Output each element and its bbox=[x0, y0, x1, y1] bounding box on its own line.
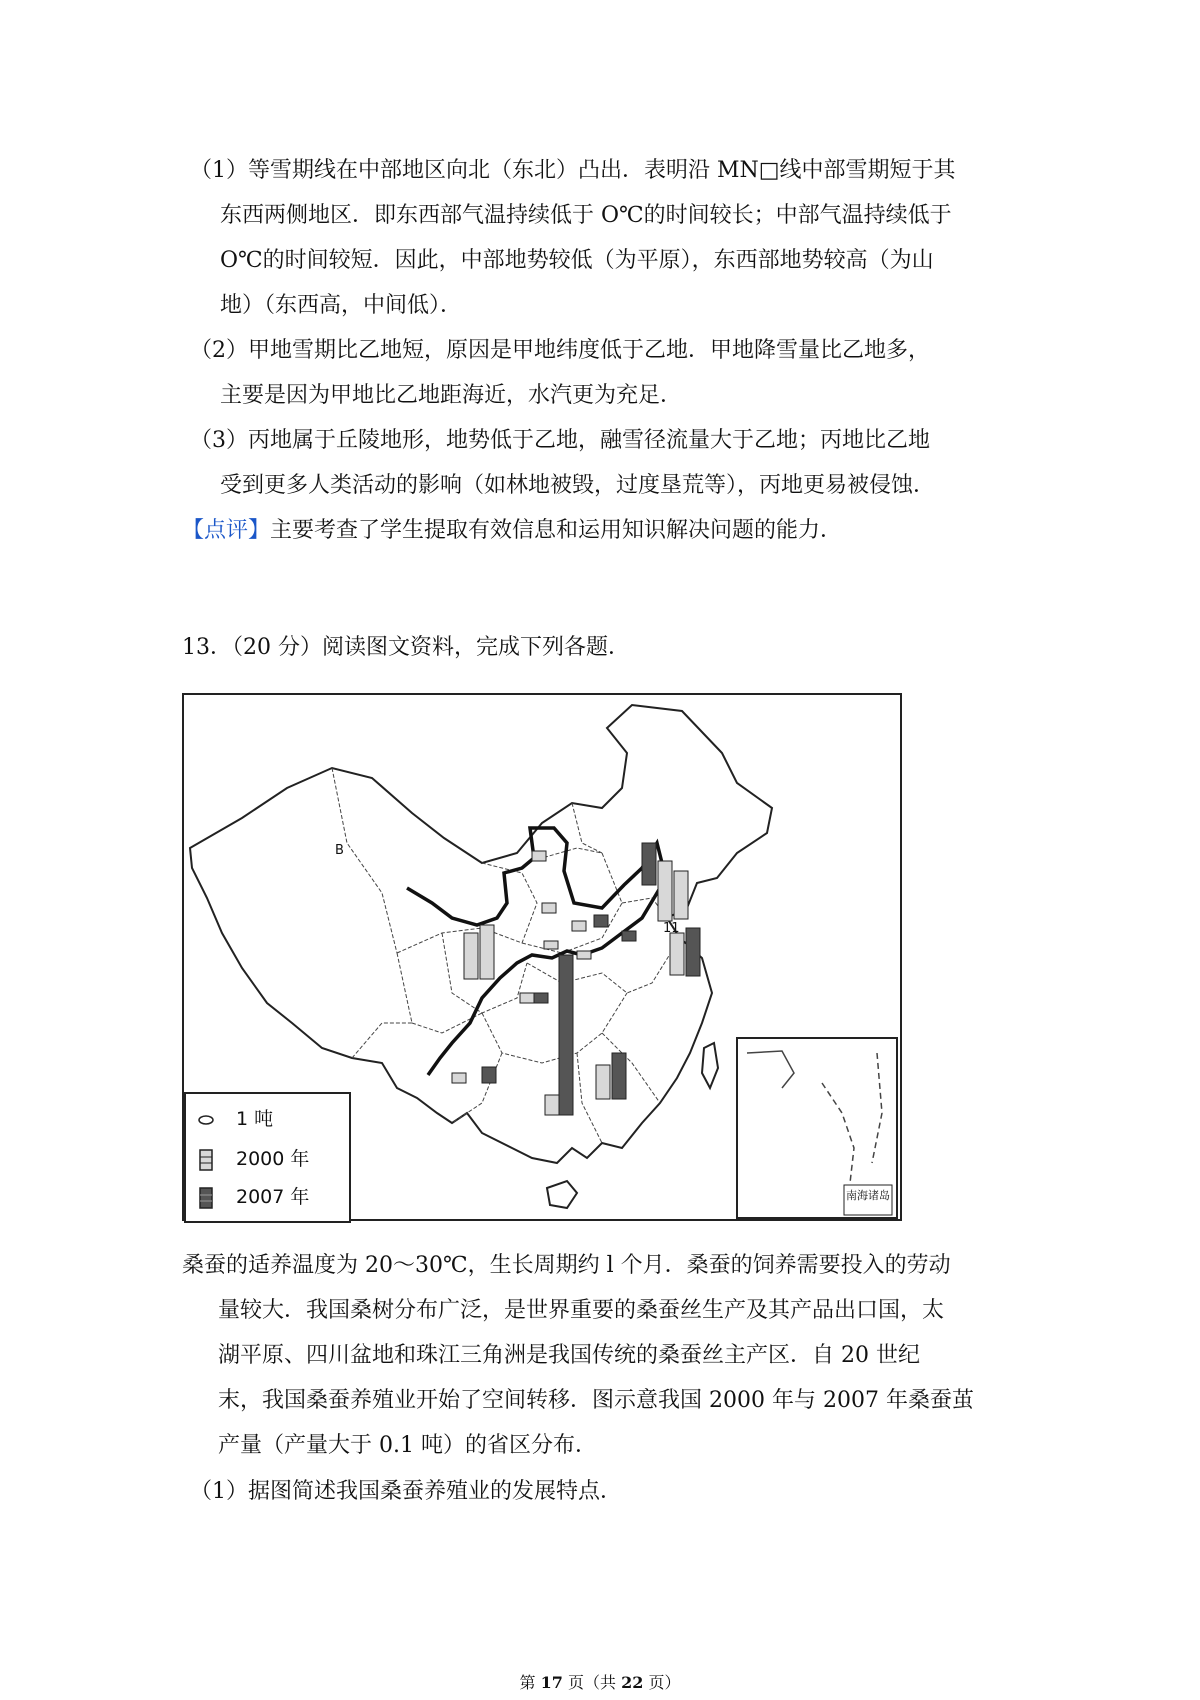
answer-q3-line: 受到更多人类活动的影响（如林地被毁，过度垦荒等），丙地更易被侵蚀． bbox=[220, 473, 936, 498]
answer-q3 bbox=[190, 418, 935, 508]
answer-q1-line: 地）（东西高，中间低）． bbox=[220, 293, 463, 318]
answer-q1 bbox=[190, 148, 956, 328]
comment-tag: 【点评】 bbox=[182, 518, 271, 543]
answer-q1-line: O℃的时间较短．因此，中部地势较低（为平原），东西部地势较高（为山 bbox=[220, 248, 934, 273]
footer-suffix: 页） bbox=[643, 1673, 681, 1692]
stack-guangxi-2000 bbox=[545, 1095, 559, 1115]
stack-2000-icon bbox=[198, 1149, 214, 1171]
passage-line: 末，我国桑蚕养殖业开始了空间转移．图示意我国 2000 年与 2007 年桑蚕茧 bbox=[218, 1388, 974, 1413]
answer-q1-line: 东西两侧地区．即东西部气温持续低于 O℃的时间较长；中部气温持续低于 bbox=[220, 203, 952, 228]
passage-line: 产量（产量大于 0.1 吨）的省区分布． bbox=[218, 1433, 597, 1458]
stack-2007-icon bbox=[198, 1187, 214, 1209]
legend-2000-label: 2000 年 bbox=[236, 1148, 310, 1170]
answer-q2-line: 主要是因为甲地比乙地距海近，水汽更为充足． bbox=[220, 383, 683, 408]
page-footer bbox=[0, 1670, 1200, 1693]
answer-q2 bbox=[190, 328, 930, 418]
footer-total-pages: 22 bbox=[621, 1673, 644, 1692]
legend-2000-row bbox=[198, 1144, 309, 1171]
legend-unit-row bbox=[198, 1104, 273, 1131]
sub-question-1: （1）据图简述我国桑蚕养殖业的发展特点． bbox=[190, 1479, 622, 1504]
question-13-heading: 13．（20 分）阅读图文资料，完成下列各题． bbox=[182, 635, 630, 660]
passage-line: 桑蚕的适养温度为 20～30℃，生长周期约 l 个月．桑蚕的饲养需要投入的劳动 bbox=[182, 1253, 951, 1278]
comment bbox=[182, 508, 842, 553]
comment-text: 主要考查了学生提取有效信息和运用知识解决问题的能力． bbox=[270, 518, 843, 543]
inset-label: 南海诸岛 bbox=[846, 1189, 890, 1202]
answer-q2-line: （2）甲地雪期比乙地短，原因是甲地纬度低于乙地．甲地降雪量比乙地多， bbox=[190, 338, 930, 363]
stack-guangxi-2007 bbox=[559, 955, 573, 1115]
one-ton-icon bbox=[198, 1113, 214, 1127]
legend-unit-label: 1 吨 bbox=[236, 1108, 274, 1130]
map-label-b: B bbox=[335, 843, 344, 858]
legend-2007-row bbox=[198, 1182, 309, 1209]
map-label-11: 11 bbox=[663, 921, 680, 936]
passage-line: 湖平原、四川盆地和珠江三角洲是我国传统的桑蚕丝主产区．自 20 世纪 bbox=[218, 1343, 920, 1368]
legend-2007-label: 2007 年 bbox=[236, 1186, 310, 1208]
passage bbox=[182, 1243, 974, 1468]
answer-q1-line: （1）等雪期线在中部地区向北（东北）凸出．表明沿 MN□线中部雪期短于其 bbox=[190, 158, 956, 183]
map-legend bbox=[184, 1092, 351, 1223]
passage-line: 量较大．我国桑树分布广泛，是世界重要的桑蚕丝生产及其产品出口国，太 bbox=[218, 1298, 945, 1323]
footer-prefix: 第 bbox=[519, 1673, 541, 1692]
footer-middle: 页（共 bbox=[562, 1673, 622, 1692]
footer-page-number: 17 bbox=[540, 1673, 563, 1692]
answer-q3-line: （3）丙地属于丘陵地形，地势低于乙地，融雪径流量大于乙地；丙地比乙地 bbox=[190, 428, 930, 453]
